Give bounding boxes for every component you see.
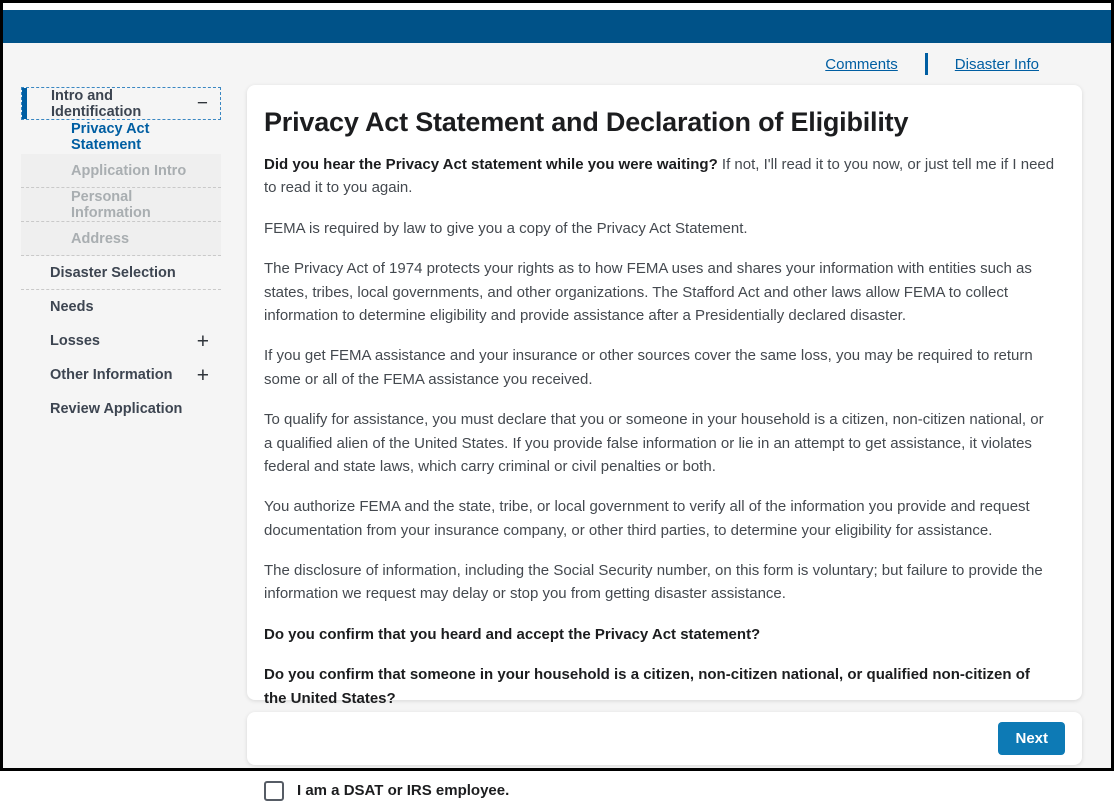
sidebar-item-losses[interactable] — [21, 324, 221, 358]
confirm-privacy-question: Do you confirm that you heard and accept the Privacy Act statement? — [264, 625, 761, 643]
comments-link[interactable]: Comments — [825, 55, 898, 73]
paragraph-disclosure-voluntary: The disclosure of information, including the Social Security number, on this form is voluntary; but failure to provide the information we request may delay or stop you from getting disaster assistance. — [264, 562, 1043, 603]
toolbar — [3, 43, 1111, 85]
confirm-citizen-question: Do you confirm that someone in your household is a citizen, non-citizen national, or qualified non-citizen of the United States? — [264, 666, 1030, 707]
content-area — [3, 85, 1111, 800]
intro-question-rest: If not, I'll read it to you now, or just tell me if I need to read it to you again. — [264, 156, 1055, 197]
sidebar-item-disaster-selection[interactable] — [21, 256, 221, 290]
sidebar-item-label: Disaster Selection — [50, 264, 176, 281]
dsat-irs-checkbox-label: I am a DSAT or IRS employee. — [297, 782, 510, 800]
action-footer — [247, 712, 1082, 765]
sidebar-item-personal-information — [21, 188, 221, 222]
window-top-strip — [3, 3, 1111, 10]
sidebar-item-intro-and-identification[interactable] — [21, 87, 221, 120]
sidebar-item-label: Address — [71, 230, 130, 247]
sidebar-item-label: Review Application — [50, 401, 183, 417]
intro-question-paragraph — [264, 153, 1056, 200]
main-column — [247, 85, 1082, 800]
paragraph-return-assistance: If you get FEMA assistance and your insurance or other sources cover the same loss, you may be required to return some or all of the FEMA assistance you received. — [264, 347, 1033, 388]
paragraph-privacy-act-1974: The Privacy Act of 1974 protects your rights as to how FEMA uses and shares your information with entities such as states, tribes, local governments, and other organizations. The Stafford Act and other laws allow FEMA to collect information to determine eligibility and provide assistance after a Presidentially declared disaster. — [264, 260, 1032, 324]
sidebar-item-label: Privacy Act Statement — [71, 121, 150, 153]
sidebar-item-privacy-act-statement[interactable] — [21, 120, 221, 154]
page-title: Privacy Act Statement and Declaration of Eligibility — [264, 107, 909, 137]
sidebar-item-other-information[interactable] — [21, 358, 221, 392]
link-divider — [925, 53, 928, 75]
sidebar-item-label: Personal Information — [71, 188, 151, 221]
sidebar-item-address — [21, 222, 221, 256]
sidebar-item-label: Needs — [50, 299, 94, 315]
sidebar-item-label: Intro and Identification — [51, 87, 142, 120]
intro-question-bold: Did you hear the Privacy Act statement while you were waiting? — [264, 156, 718, 173]
sidebar-nav — [21, 87, 221, 768]
sidebar-item-label: Application Intro — [71, 162, 187, 179]
sidebar-item-label: Other Information — [50, 367, 173, 383]
app-header-bar — [3, 10, 1111, 43]
dsat-irs-row — [264, 781, 1056, 801]
expand-plus-icon[interactable]: + — [196, 363, 209, 387]
paragraph-authorize-verify: You authorize FEMA and the state, tribe, or local government to verify all of the information you provide and request documentation from your insurance company, or other third parties, to determine your eligibility for assistance. — [264, 498, 1030, 539]
expand-plus-icon[interactable]: + — [196, 329, 209, 353]
sidebar-item-label: Losses — [50, 333, 100, 349]
dsat-irs-checkbox[interactable] — [264, 781, 284, 801]
paragraph-qualify: To qualify for assistance, you must declare that you or someone in your household is a citizen, non-citizen national, or a qualified alien of the United States. If you provide false information or lie in an attempt to get assistance, it violates federal and state laws, which carry criminal or civil penalties or both. — [264, 411, 1044, 475]
sidebar-item-application-intro — [21, 154, 221, 188]
collapse-minus-icon[interactable]: − — [196, 93, 208, 114]
paragraph-fema-required: FEMA is required by law to give you a copy of the Privacy Act Statement. — [264, 219, 748, 237]
next-button[interactable]: Next — [998, 722, 1065, 755]
sidebar-item-review-application[interactable] — [21, 392, 221, 426]
sidebar-item-needs[interactable] — [21, 290, 221, 324]
disaster-info-link[interactable]: Disaster Info — [954, 55, 1039, 73]
